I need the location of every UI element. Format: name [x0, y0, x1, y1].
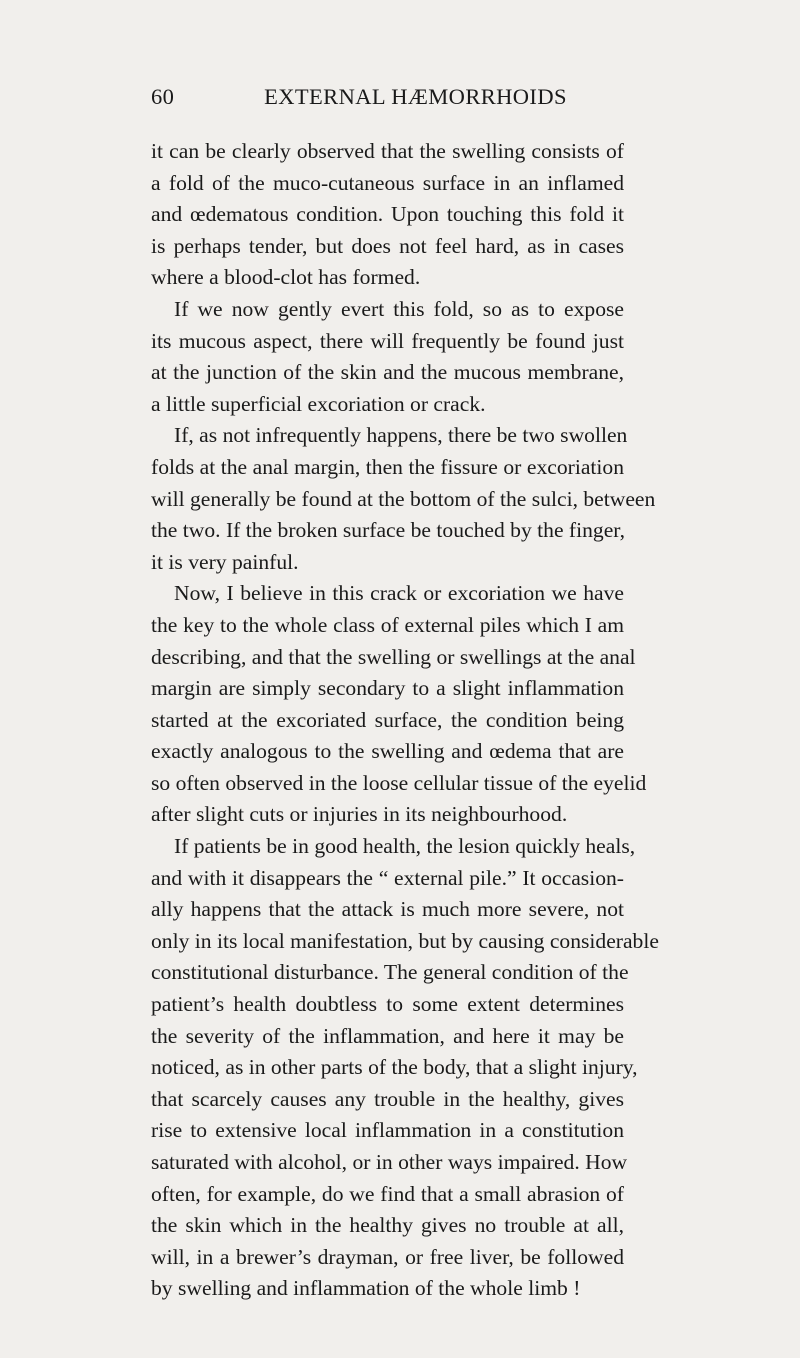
text-line: only in its local manifestation, but by causing considerable — [151, 928, 659, 953]
text-line: will generally be found at the bottom of the sulci, between — [151, 486, 656, 511]
text-line: patient’s health doubtless to some extent determines — [151, 992, 624, 1017]
text-line: and œdematous condition. Upon touching this fold it — [151, 202, 624, 227]
text-line: margin are simply secondary to a slight inflammation — [151, 676, 624, 701]
text-line: describing, and that the swelling or swellings at the anal — [151, 644, 636, 669]
text-line: it is very painful. — [151, 549, 299, 574]
text-line: is perhaps tender, but does not feel hard, as in cases — [151, 233, 624, 258]
text-line: constitutional disturbance. The general condition of the — [151, 960, 629, 985]
running-title: EXTERNAL HÆMORRHOIDS — [264, 84, 567, 109]
text-line: a fold of the muco-cutaneous surface in an inflamed — [151, 170, 624, 195]
text-line: will, in a brewer’s drayman, or free liver, be followed — [151, 1244, 624, 1269]
text-line: at the junction of the skin and the mucous membrane, — [151, 360, 624, 385]
text-line: rise to extensive local inflammation in a constitution — [151, 1118, 624, 1143]
text-line: a little superficial excoriation or crack. — [151, 391, 486, 416]
text-line: and with it disappears the “ external pile.” It occasion- — [151, 865, 624, 890]
text-line: If we now gently evert this fold, so as to expose — [174, 296, 624, 321]
text-line: the severity of the inflammation, and here it may be — [151, 1023, 624, 1048]
text-line: its mucous aspect, there will frequently be found just — [151, 328, 624, 353]
text-line: the skin which in the healthy gives no trouble at all, — [151, 1213, 624, 1238]
text-line: If patients be in good health, the lesion quickly heals, — [174, 834, 636, 859]
text-line: after slight cuts or injuries in its neighbourhood. — [151, 802, 568, 827]
text-line: ally happens that the attack is much more severe, not — [151, 897, 624, 922]
running-head — [151, 84, 624, 120]
text-line: it can be clearly observed that the swelling consists of — [151, 139, 624, 163]
text-line: exactly analogous to the swelling and œdema that are — [151, 739, 624, 764]
text-line: If, as not infrequently happens, there be two swollen — [174, 423, 628, 448]
text-line: by swelling and inflammation of the whole limb ! — [151, 1276, 581, 1301]
page-number: 60 — [151, 84, 175, 109]
body-text — [151, 136, 659, 1305]
text-line: the key to the whole class of external piles which I am — [151, 612, 624, 637]
text-line: Now, I believe in this crack or excoriation we have — [174, 581, 624, 606]
text-line: often, for example, do we find that a small abrasion of — [151, 1181, 624, 1206]
text-line: saturated with alcohol, or in other ways impaired. How — [151, 1150, 628, 1174]
text-line: noticed, as in other parts of the body, that a slight injury, — [151, 1055, 638, 1080]
text-line: folds at the anal margin, then the fissure or excoriation — [151, 454, 624, 479]
text-line: started at the excoriated surface, the condition being — [151, 707, 624, 732]
text-line: the two. If the broken surface be touched by the finger, — [151, 518, 626, 543]
text-line: so often observed in the loose cellular tissue of the eyelid — [151, 770, 647, 795]
text-line: where a blood-clot has formed. — [151, 265, 421, 290]
text-line: that scarcely causes any trouble in the healthy, gives — [151, 1086, 624, 1111]
